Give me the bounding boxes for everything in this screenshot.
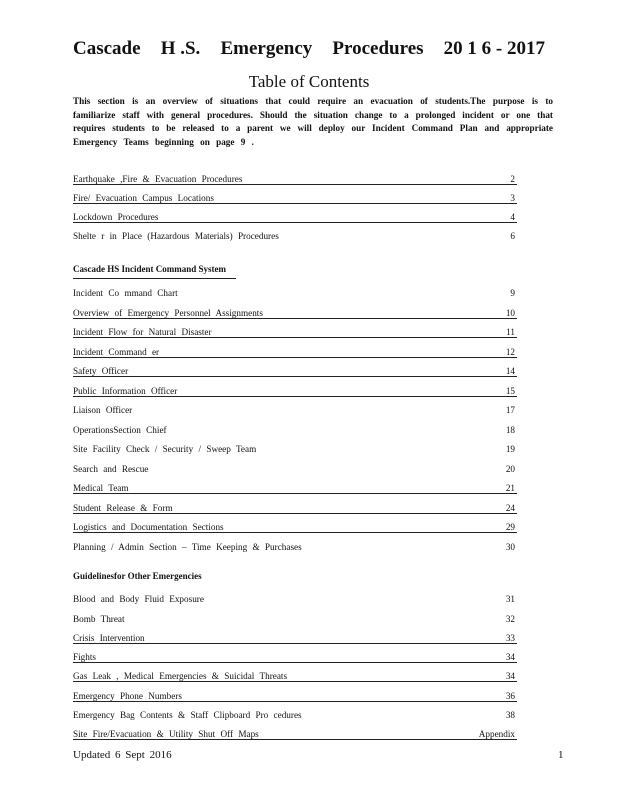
toc-entry-page: 9 [510, 288, 515, 298]
toc-entry-title: Fire/ Evacuation Campus Locations [73, 193, 214, 203]
toc-entry-title: Fights [73, 651, 96, 662]
toc-entry-title: Logistics and Documentation Sections [73, 522, 224, 532]
toc-entry-page: 15 [505, 385, 515, 396]
toc-entry-page: 11 [506, 327, 515, 337]
toc-entry-page: 18 [505, 424, 515, 435]
toc-entry-page: 3 [510, 193, 515, 203]
toc-entry-page: 19 [505, 444, 515, 454]
toc-entry[interactable] [73, 518, 517, 533]
toc-entry[interactable] [73, 382, 517, 397]
toc-entry[interactable] [73, 590, 517, 604]
toc-entry-title: Site Facility Check / Security / Sweep Team [73, 444, 257, 454]
toc-entry[interactable] [73, 610, 517, 624]
title-procedures: Procedures [332, 38, 424, 59]
toc-entry-title: Gas Leak , Medical Emergencies & Suicidal Threats [73, 671, 288, 681]
toc-entry[interactable] [73, 170, 517, 185]
toc-entry-page: 30 [505, 541, 515, 552]
toc-entry[interactable] [73, 629, 517, 644]
title-emergency: Emergency [220, 38, 313, 59]
toc-entry-title: Incident Flow for Natural Disaster [73, 327, 212, 337]
toc-entry-page: 36 [505, 690, 515, 701]
toc-entry-title: Site Fire/Evacuation & Utility Shut Off Maps [73, 729, 259, 739]
toc-entry[interactable] [73, 725, 517, 740]
section-heading: Cascade HS Incident Command System [73, 264, 236, 279]
toc-entry[interactable] [73, 343, 517, 358]
toc-entry-page: 21 [505, 483, 515, 493]
toc-entry-title: Earthquake ,Fire & Evacuation Procedures [73, 174, 243, 184]
toc-entry[interactable] [73, 648, 517, 663]
toc-entry-title: Safety Officer [73, 366, 129, 376]
toc-entry[interactable] [73, 479, 517, 494]
toc-entry[interactable] [73, 706, 517, 720]
toc-entry[interactable] [73, 687, 517, 702]
toc-entry-title: Emergency Phone Numbers [73, 690, 182, 701]
toc-entry-title: Emergency Bag Contents & Staff Clipboard Pro cedures [73, 709, 302, 720]
toc-entry[interactable] [73, 323, 517, 338]
toc-entry[interactable] [73, 304, 517, 319]
title-school: Cascade [73, 38, 141, 59]
toc-entry[interactable] [73, 227, 517, 241]
toc-entry-page: 2 [510, 174, 515, 184]
toc-entry-page: 12 [505, 346, 515, 357]
toc-entry-page: 17 [505, 405, 515, 415]
toc-entry-page: 14 [505, 366, 515, 376]
toc-entry-page: 4 [510, 212, 515, 222]
toc-entry-page: 6 [510, 231, 515, 241]
title-year: 20 1 6 - 2017 [443, 38, 545, 59]
toc-entry[interactable] [73, 362, 517, 377]
toc-entry-title: Planning / Admin Section – Time Keeping & Purchases [73, 541, 302, 552]
toc-entry-page: 29 [505, 522, 515, 532]
toc-entry-page: 34 [505, 671, 515, 681]
toc-entry-page: 32 [505, 613, 515, 624]
title-abbrev: H .S. [160, 38, 201, 59]
toc-entry-page: 31 [505, 594, 515, 604]
section-heading: Guidelinesfor Other Emergencies [73, 571, 202, 581]
toc-entry[interactable] [73, 401, 517, 415]
toc-entry[interactable] [73, 284, 517, 298]
toc-entry-page: 34 [505, 651, 515, 662]
toc-entry[interactable] [73, 538, 517, 552]
toc-entry-page: Appendix [478, 729, 515, 739]
intro-paragraph: This section is an overview of situations that could require an evacuation of students.The purpose is to familiarize staff with general procedures. Should the situation change to a prolonged incident or one that requires students to be released to a parent we will deploy our Incident Command Plan and appropriate Emergency Teams beginning on page 9 . [73, 96, 553, 147]
toc-entry[interactable] [73, 499, 517, 514]
toc-entry[interactable] [73, 208, 517, 223]
toc-entry-page: 10 [505, 307, 515, 318]
toc-entry-title: Student Release & Form [73, 502, 173, 513]
toc-entry-title: Liaison Officer [73, 405, 133, 415]
toc-entry-page: 24 [505, 502, 515, 513]
footer-page-number: 1 [558, 749, 564, 761]
toc-entry-title: OperationsSection Chief [73, 424, 167, 435]
toc-entry-page: 38 [505, 709, 515, 720]
toc-entry[interactable] [73, 460, 517, 474]
toc-entry-page: 33 [505, 632, 515, 643]
table-of-contents-heading: Table of Contents [248, 72, 370, 91]
toc-entry-title: Incident Co mmand Chart [73, 288, 178, 298]
toc-entry-title: Lockdown Procedures [73, 212, 159, 222]
toc-entry-title: Shelte r in Place (Hazardous Materials) Procedures [73, 231, 279, 241]
toc-entry-page: 20 [505, 463, 515, 474]
footer-updated-date: Updated 6 Sept 2016 [73, 749, 172, 761]
toc-entry-title: Medical Team [73, 483, 129, 493]
toc-entry-title: Incident Command er [73, 346, 160, 357]
toc-entry-title: Overview of Emergency Personnel Assignments [73, 307, 263, 318]
toc-entry-title: Bomb Threat [73, 613, 125, 624]
toc-entry-title: Blood and Body Fluid Exposure [73, 594, 204, 604]
document-title [73, 38, 545, 64]
toc-entry-title: Crisis Intervention [73, 632, 145, 643]
toc-entry-title: Search and Rescue [73, 463, 149, 474]
toc-entry-title: Public Information Officer [73, 385, 178, 396]
toc-entry[interactable] [73, 421, 517, 435]
toc-entry[interactable] [73, 189, 517, 204]
toc-entry[interactable] [73, 440, 517, 454]
toc-entry[interactable] [73, 667, 517, 682]
